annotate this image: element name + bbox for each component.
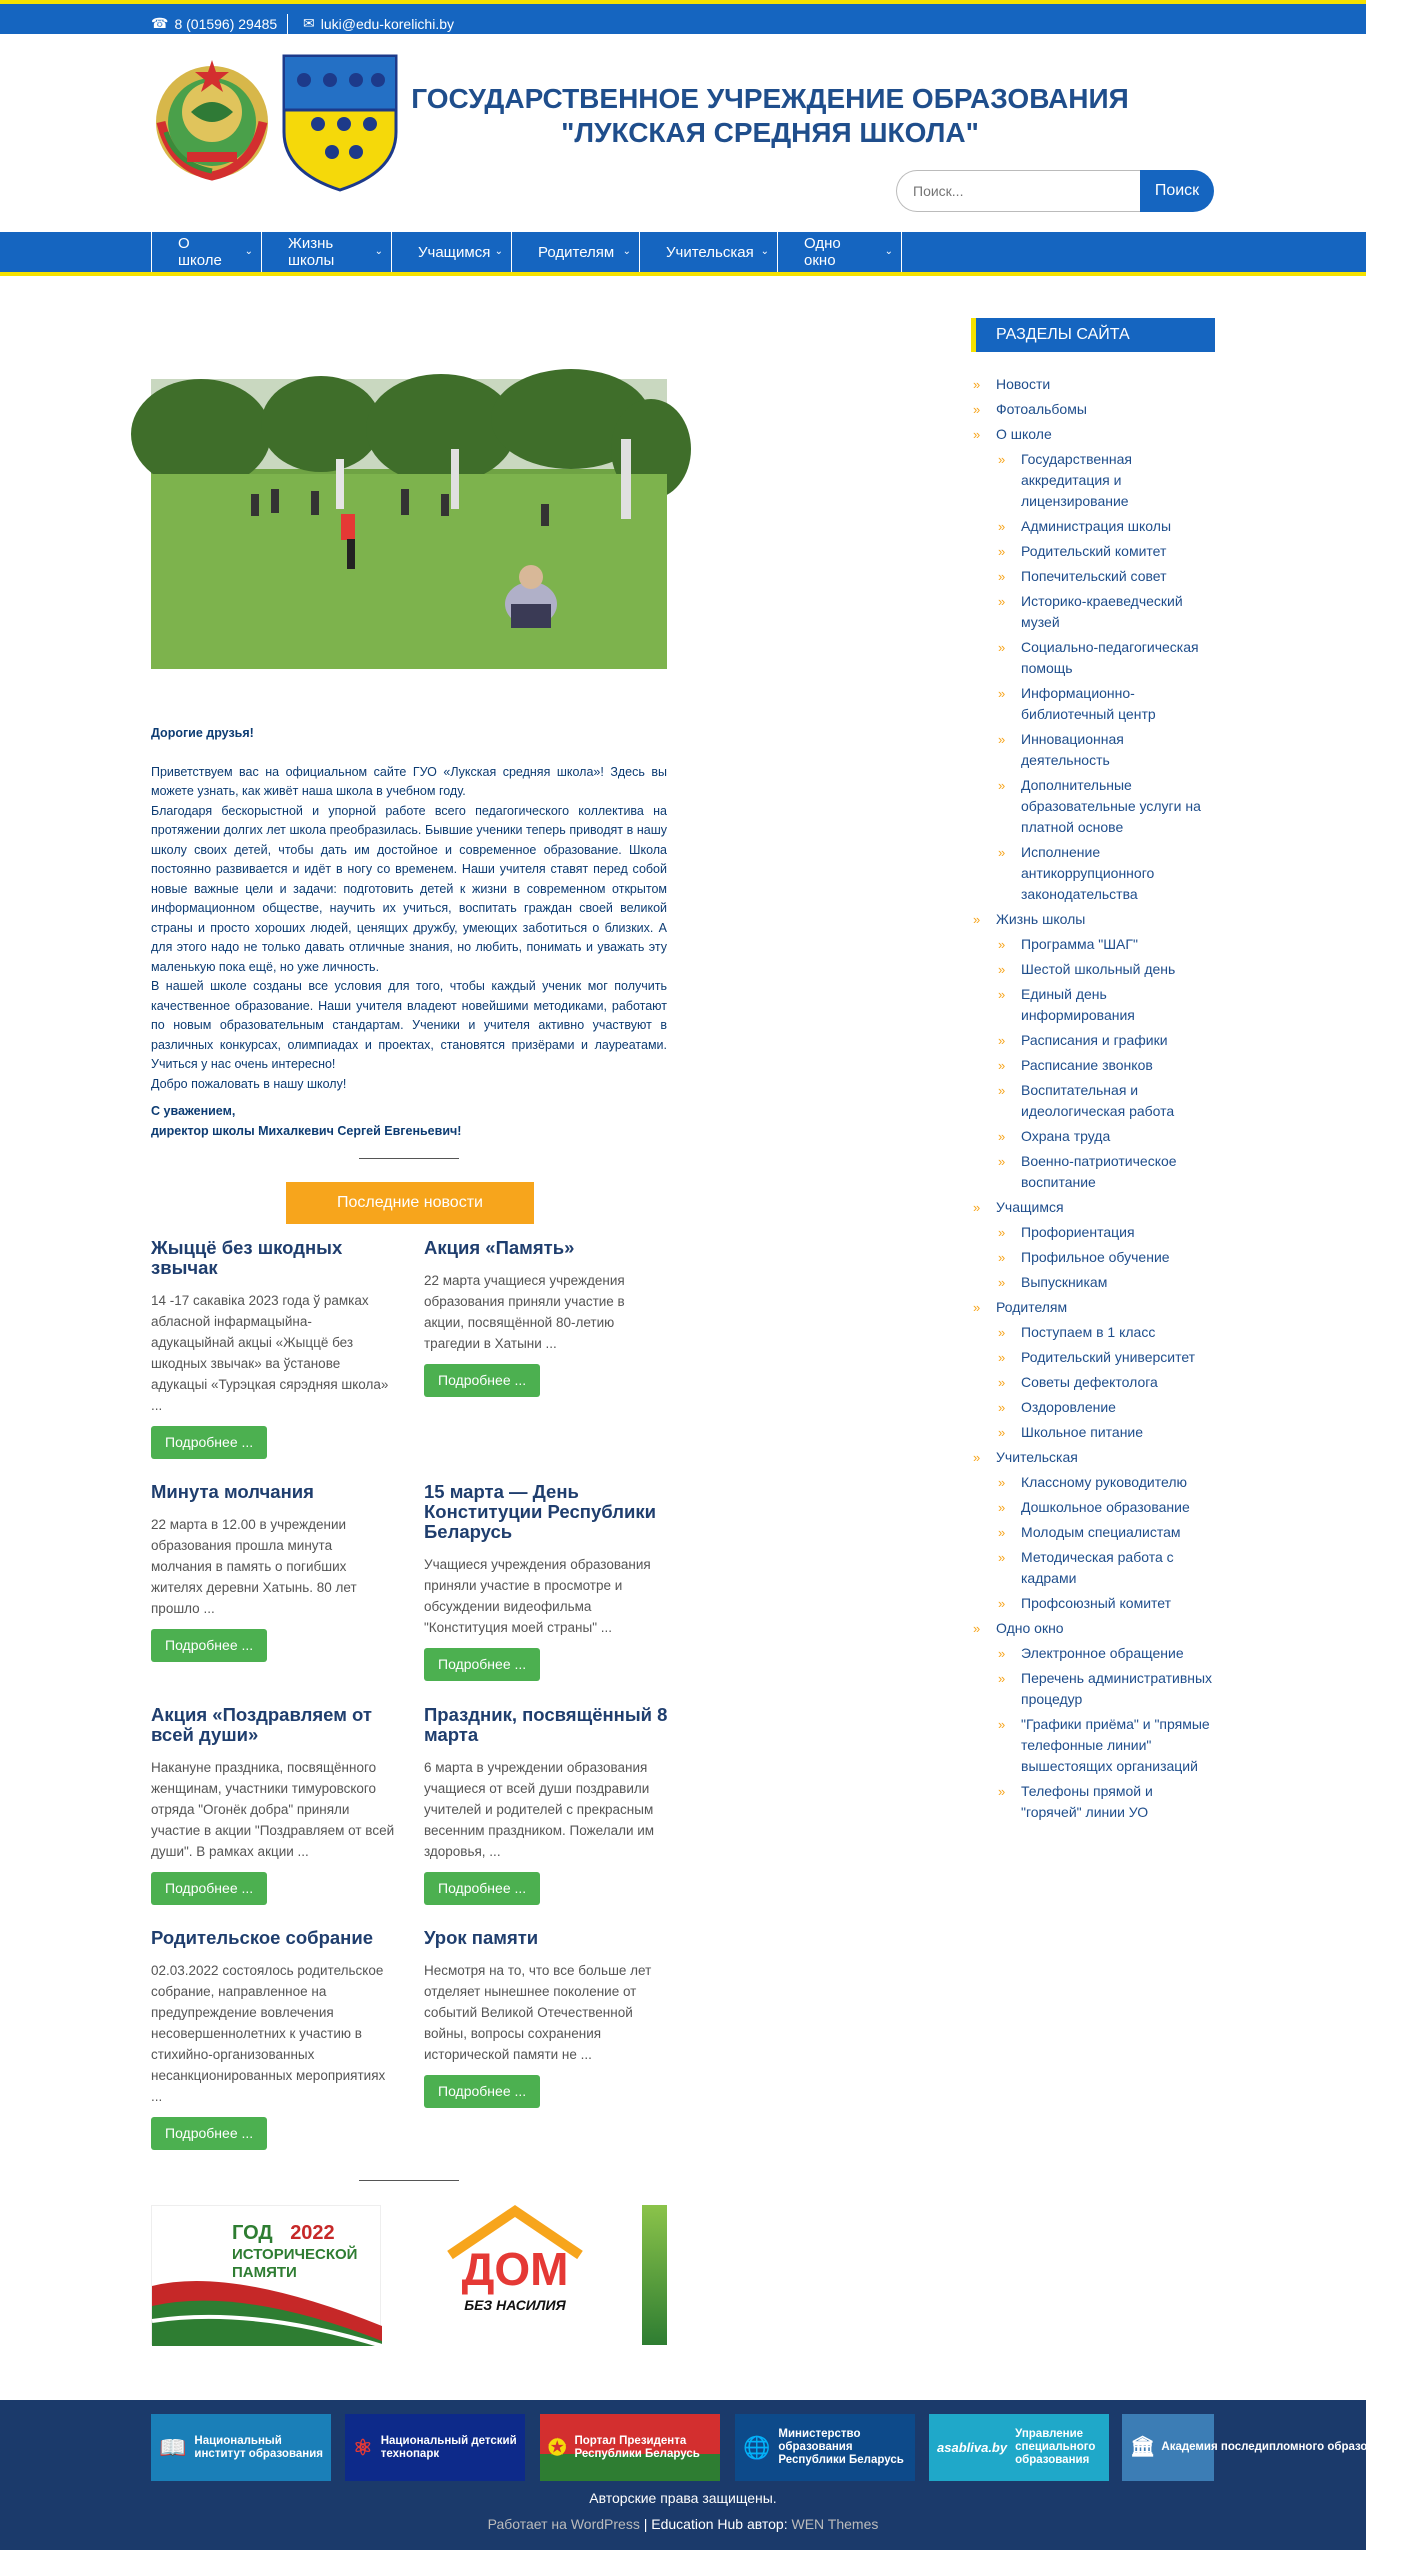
news-excerpt: 02.03.2022 состоялось родительское собрание, направленное на предупреждение вовлечения несовершеннолетних к участию в стихийно-организованных несанкционированных мероприятиях ...	[151, 1963, 386, 2104]
double-chevron-right-icon: »	[998, 732, 1006, 747]
sidebar-subitem[interactable]	[996, 1151, 1215, 1193]
nav-item-school-life[interactable]	[262, 232, 392, 272]
sidebar-subitem-label: Классному руководителю	[1021, 1474, 1187, 1490]
read-more-button[interactable]: Подробнее ...	[151, 1426, 267, 1459]
sidebar-subitem[interactable]	[996, 775, 1215, 838]
theme-author-link[interactable]: WEN Themes	[791, 2516, 879, 2532]
nav-label: О школе	[178, 235, 222, 269]
sidebar-submenu	[996, 1472, 1215, 1614]
double-chevron-right-icon: »	[998, 640, 1006, 655]
site-title-line1: ГОСУДАРСТВЕННОЕ УЧРЕЖДЕНИЕ ОБРАЗОВАНИЯ	[411, 83, 1129, 114]
footer-logo-label: Портал Президента Республики Беларусь	[574, 2434, 700, 2460]
topbar-divider	[287, 14, 288, 34]
search-button[interactable]: Поиск	[1140, 170, 1214, 212]
sidebar-submenu	[996, 1643, 1215, 1823]
top-bar	[0, 0, 1366, 34]
emblem-icon: ✪	[548, 2435, 567, 2460]
double-chevron-right-icon: »	[973, 377, 981, 392]
double-chevron-right-icon: »	[998, 778, 1006, 793]
banner-text-line3: ПАМЯТИ	[232, 2264, 297, 2281]
sidebar-subitem[interactable]	[996, 1714, 1215, 1777]
double-chevron-right-icon: »	[998, 1550, 1006, 1565]
sidebar-subitem[interactable]	[996, 984, 1215, 1026]
sidebar-subitem[interactable]	[996, 683, 1215, 725]
sidebar-item[interactable]	[971, 1297, 1215, 1443]
news-title[interactable]: Жыццё без шкодных звычак	[151, 1237, 343, 1278]
footer-logo-technopark[interactable]	[345, 2414, 525, 2481]
double-chevron-right-icon: »	[973, 1300, 981, 1315]
double-chevron-right-icon: »	[998, 594, 1006, 609]
welcome-text	[151, 724, 667, 1141]
sidebar-item-label: Учащимся	[996, 1199, 1064, 1215]
sidebar-subitem-label: Шестой школьный день	[1021, 961, 1176, 977]
sidebar-subitem[interactable]	[996, 1247, 1215, 1268]
news-excerpt: Несмотря на то, что все больше лет отделяет нынешнее поколение от событий Великой Отечественной войны, вопросы сохранения исторической памяти не ...	[424, 1963, 652, 2062]
sidebar-subitem-label: Расписания и графики	[1021, 1032, 1168, 1048]
banner-sub-text: БЕЗ НАСИЛИЯ	[464, 2297, 566, 2313]
news-item	[151, 1238, 395, 1459]
news-excerpt: Накануне праздника, посвящённого женщинам, участники тимуровского отряда "Огонёк добра" приняли участие в акции "Поздравляем от всей души". В рамках акции ...	[151, 1760, 395, 1859]
sidebar-submenu	[996, 1222, 1215, 1293]
news-excerpt: 22 марта в 12.00 в учреждении образования прошла минута молчания в память о погибших жителях деревни Хатынь. 80 лет прошло ...	[151, 1517, 357, 1616]
sidebar-subitem-label: Инновационная деятельность	[1021, 731, 1124, 768]
sidebar-subitem-label: Охрана труда	[1021, 1128, 1111, 1144]
double-chevron-right-icon: »	[998, 1225, 1006, 1240]
double-chevron-right-icon: »	[998, 937, 1006, 952]
footer-logo-label: Управление специального образования	[1015, 2428, 1096, 2466]
sidebar-subitem-label: Дошкольное образование	[1021, 1499, 1190, 1515]
sidebar-subitem[interactable]	[996, 1781, 1215, 1823]
signature-line-2: директор школы Михалкевич Сергей Евгеньевич!	[151, 1123, 462, 1138]
sidebar-subitem[interactable]	[996, 591, 1215, 633]
section-divider	[359, 2180, 459, 2181]
footer-logo-special-education[interactable]	[929, 2414, 1109, 2481]
read-more-button[interactable]: Подробнее ...	[424, 1364, 540, 1397]
footer-logo-academy[interactable]	[1122, 2414, 1402, 2481]
read-more-button[interactable]: Подробнее ...	[151, 1872, 267, 1905]
banner-dom-word: ДОМ	[461, 2243, 569, 2295]
sidebar	[971, 318, 1215, 1823]
chevron-down-icon: ⌄	[374, 246, 383, 257]
sidebar-item[interactable]	[971, 399, 1215, 420]
sidebar-subitem[interactable]	[996, 1055, 1215, 1076]
sidebar-item-label: Фотоальбомы	[996, 401, 1087, 417]
globe-icon: 🌐	[743, 2435, 771, 2460]
double-chevron-right-icon: »	[998, 569, 1006, 584]
chevron-down-icon: ⌄	[884, 246, 893, 257]
double-chevron-right-icon: »	[998, 1375, 1006, 1390]
double-chevron-right-icon: »	[998, 1275, 1006, 1290]
sidebar-subitem-label: Информационно-библиотечный центр	[1021, 685, 1156, 722]
news-excerpt: 6 марта в учреждении образования учащиеся от всей души поздравили учителей и родителей с прекрасным весенним праздником. Пожелали им здоровья, ...	[424, 1760, 655, 1859]
banner-text-line2: ИСТОРИЧЕСКОЙ	[232, 2246, 358, 2263]
sidebar-subitem[interactable]	[996, 449, 1215, 512]
double-chevron-right-icon: »	[998, 1717, 1006, 1732]
double-chevron-right-icon: »	[973, 1621, 981, 1636]
chevron-down-icon: ⌄	[622, 246, 631, 257]
sidebar-item[interactable]	[971, 909, 1215, 1193]
double-chevron-right-icon: »	[998, 1646, 1006, 1661]
chevron-down-icon: ⌄	[244, 246, 253, 257]
double-chevron-right-icon: »	[998, 1475, 1006, 1490]
sidebar-widget-title: РАЗДЕЛЫ САЙТА	[971, 318, 1215, 352]
sidebar-submenu	[996, 449, 1215, 905]
nav-label: Учащимся	[418, 243, 491, 261]
powered-by	[0, 2516, 1366, 2532]
nav-menu	[151, 232, 902, 272]
year-of-historical-memory-banner[interactable]	[151, 2205, 381, 2345]
sidebar-subitem[interactable]	[996, 1347, 1215, 1368]
sidebar-subitem-label: Поступаем в 1 класс	[1021, 1324, 1156, 1340]
news-item	[424, 1238, 668, 1397]
book-icon: 📖	[159, 2435, 187, 2460]
sidebar-subitem-label: Историко-краеведческий музей	[1021, 593, 1183, 630]
double-chevron-right-icon: »	[973, 1450, 981, 1465]
search-input[interactable]	[896, 170, 1140, 212]
news-title[interactable]: Урок памяти	[424, 1927, 539, 1948]
sidebar-subitem[interactable]	[996, 934, 1215, 955]
footer-logo-short: asabliva.by	[937, 2440, 1008, 2455]
double-chevron-right-icon: »	[973, 402, 981, 417]
latest-news-heading[interactable]: Последние новости	[286, 1182, 534, 1224]
envelope-icon: ✉	[303, 15, 315, 31]
double-chevron-right-icon: »	[973, 912, 981, 927]
sidebar-subitem-label: Военно-патриотическое воспитание	[1021, 1153, 1177, 1190]
signature-line-1: С уважением,	[151, 1104, 236, 1118]
sidebar-subitem[interactable]	[996, 1593, 1215, 1614]
nav-item-teachers[interactable]	[640, 232, 778, 272]
double-chevron-right-icon: »	[998, 1596, 1006, 1611]
sidebar-subitem[interactable]	[996, 1668, 1215, 1710]
sidebar-subitem[interactable]	[996, 1397, 1215, 1418]
double-chevron-right-icon: »	[998, 686, 1006, 701]
news-item	[151, 1482, 395, 1662]
sidebar-item-label: Учительская	[996, 1449, 1078, 1465]
double-chevron-right-icon: »	[998, 1083, 1006, 1098]
news-item	[424, 1482, 668, 1681]
sidebar-item[interactable]	[971, 1447, 1215, 1614]
double-chevron-right-icon: »	[998, 987, 1006, 1002]
phone-icon: ☎	[151, 15, 169, 31]
footer-logo-president-portal[interactable]	[540, 2414, 720, 2481]
sidebar-subitem-label: Школьное питание	[1021, 1424, 1144, 1440]
sidebar-subitem-label: Исполнение антикоррупционного законодательства	[1021, 844, 1155, 902]
sidebar-item-label: Новости	[996, 376, 1051, 392]
welcome-paragraph-2: Благодаря бескорыстной и упорной работе всего педагогического коллектива на протяжении долгих лет школа преобразилась. Бывшие ученики теперь приводят в нашу школу своих детей, чтобы дать им достойное и современное образование. Школа постоянно развивается и идёт в ногу со временем. Наши учителя ставят перед собой новые важные цели и задачи: подготовить детей к жизни в современном открытом информационном обществе, научить их учиться, воспитать граждан своей великой страны и просто хороших людей, ценящих дружбу, умеющих заботиться о близких. А для этого надо не только давать отличные знания, но любить, понимать и уважать эту маленькую пока ещё, но уже личность.	[151, 803, 667, 974]
sidebar-submenu	[996, 934, 1215, 1193]
sidebar-subitem-label: Методическая работа с кадрами	[1021, 1549, 1174, 1586]
banner-year-label: ГОД 2022	[232, 2222, 335, 2244]
news-item	[151, 1705, 395, 1905]
email-text: luki@edu-korelichi.by	[320, 15, 455, 32]
sidebar-item[interactable]	[971, 374, 1215, 395]
sidebar-subitem-label: Попечительский совет	[1021, 568, 1167, 584]
sidebar-subitem[interactable]	[996, 842, 1215, 905]
nav-label: Жизнь школы	[288, 235, 335, 269]
sidebar-subitem[interactable]	[996, 1472, 1215, 1493]
sidebar-subitem[interactable]	[996, 729, 1215, 771]
double-chevron-right-icon: »	[998, 845, 1006, 860]
read-more-button[interactable]: Подробнее ...	[424, 2075, 540, 2108]
footer-logo-nio[interactable]	[151, 2414, 331, 2481]
double-chevron-right-icon: »	[998, 1325, 1006, 1340]
footer-logo-label: Национальный институт образования	[194, 2434, 323, 2460]
news-excerpt: Учащиеся учреждения образования приняли участие в просмотре и обсуждении видеофильма "Конституция моей страны" ...	[424, 1557, 651, 1635]
sidebar-subitem-label: Профсоюзный комитет	[1021, 1595, 1172, 1611]
sidebar-item-label: Одно окно	[996, 1620, 1064, 1636]
sidebar-item-label: Жизнь школы	[996, 911, 1086, 927]
news-title[interactable]: Праздник, посвящённый 8 марта	[424, 1704, 668, 1745]
double-chevron-right-icon: »	[998, 1425, 1006, 1440]
greeting: Дорогие друзья!	[151, 726, 254, 740]
sidebar-item[interactable]	[971, 424, 1215, 905]
sidebar-subitem[interactable]	[996, 1547, 1215, 1589]
sidebar-subitem-label: Советы дефектолога	[1021, 1374, 1158, 1390]
sidebar-item-label: О школе	[996, 426, 1052, 442]
phone-text: 8 (01596) 29485	[174, 15, 278, 32]
home-without-violence-banner[interactable]	[430, 2205, 600, 2345]
sidebar-subitem-label: Родительский комитет	[1021, 543, 1167, 559]
sidebar-subitem-label: Оздоровление	[1021, 1399, 1116, 1415]
phone-contact[interactable]	[151, 15, 277, 32]
sidebar-subitem-label: Дополнительные образовательные услуги на платной основе	[1021, 777, 1201, 835]
double-chevron-right-icon: »	[998, 544, 1006, 559]
double-chevron-right-icon: »	[973, 1200, 981, 1215]
chevron-down-icon: ⌄	[760, 246, 769, 257]
news-title[interactable]: 15 марта — День Конституции Республики Беларусь	[424, 1481, 656, 1542]
news-title[interactable]: Родительское собрание	[151, 1927, 373, 1948]
welcome-paragraph-3: В нашей школе созданы все условия для того, чтобы каждый ученик мог получить качественное образование. Наши учителя владеют новейшими методиками, работают по новым образовательным стандартам. Ученики и учителя активно участвуют в различных конкурсах, олимпиадах и проектах, становятся призёрами и лауреатами. Учиться у нас очень интересно!	[151, 979, 667, 1071]
school-photo	[151, 379, 667, 669]
double-chevron-right-icon: »	[998, 1129, 1006, 1144]
sidebar-item-label: Родителям	[996, 1299, 1068, 1315]
nav-label: Учительская	[666, 243, 754, 261]
sidebar-subitem[interactable]	[996, 1422, 1215, 1443]
footer-logo-label: Министерство образования Республики Беларусь	[778, 2428, 904, 2466]
news-item	[424, 1928, 668, 2108]
sidebar-subitem-label: Выпускникам	[1021, 1274, 1108, 1290]
sidebar-subitem-label: Администрация школы	[1021, 518, 1172, 534]
double-chevron-right-icon: »	[998, 1058, 1006, 1073]
sidebar-item[interactable]	[971, 1618, 1215, 1823]
building-icon: 🏛	[1130, 2436, 1156, 2458]
sidebar-subitem-label: Профильное обучение	[1021, 1249, 1170, 1265]
read-more-button[interactable]: Подробнее ...	[424, 1872, 540, 1905]
site-title[interactable]	[395, 82, 1145, 150]
theme-prefix: | Education Hub автор:	[643, 2516, 788, 2532]
site-title-line2: "ЛУКСКАЯ СРЕДНЯЯ ШКОЛА"	[561, 117, 979, 148]
sidebar-subitem-label: Программа "ШАГ"	[1021, 936, 1138, 952]
welcome-closing: Добро пожаловать в нашу школу!	[151, 1076, 347, 1091]
double-chevron-right-icon: »	[998, 452, 1006, 467]
double-chevron-right-icon: »	[998, 1500, 1006, 1515]
read-more-button[interactable]: Подробнее ...	[424, 1648, 540, 1681]
sidebar-subitem[interactable]	[996, 541, 1215, 562]
double-chevron-right-icon: »	[998, 1784, 1006, 1799]
read-more-button[interactable]: Подробнее ...	[151, 1629, 267, 1662]
sidebar-subitem[interactable]	[996, 1322, 1215, 1343]
section-divider	[359, 1158, 459, 1159]
atom-icon: ⚛	[353, 2435, 373, 2460]
sidebar-subitem-label: Родительский университет	[1021, 1349, 1196, 1365]
sidebar-subitem-label: Телефоны прямой и "горячей" линии УО	[1021, 1783, 1153, 1820]
sidebar-subitem[interactable]	[996, 1126, 1215, 1147]
chevron-down-icon: ⌄	[494, 246, 503, 257]
double-chevron-right-icon: »	[998, 962, 1006, 977]
nav-label: Одно окно	[804, 235, 841, 269]
sidebar-subitem-label: Воспитательная и идеологическая работа	[1021, 1082, 1175, 1119]
sidebar-subitem-label: Перечень административных процедур	[1021, 1670, 1213, 1707]
sidebar-subitem-label: Электронное обращение	[1021, 1645, 1184, 1661]
double-chevron-right-icon: »	[998, 1400, 1006, 1415]
sidebar-subitem[interactable]	[996, 566, 1215, 587]
sidebar-subitem[interactable]	[996, 1222, 1215, 1243]
search-form	[896, 170, 1214, 212]
news-item	[424, 1705, 668, 1905]
news-title[interactable]: Акция «Поздравляем от всей души»	[151, 1704, 372, 1745]
news-title[interactable]: Акция «Память»	[424, 1237, 575, 1258]
double-chevron-right-icon: »	[998, 1033, 1006, 1048]
welcome-section	[151, 724, 667, 1141]
sidebar-subitem[interactable]	[996, 637, 1215, 679]
copyright-text: Авторские права защищены.	[589, 2490, 777, 2506]
sidebar-subitem-label: "Графики приёма" и "прямые телефонные линии" вышестоящих организаций	[1021, 1716, 1210, 1774]
main-navigation	[0, 232, 1366, 276]
sidebar-submenu	[996, 1322, 1215, 1443]
sidebar-subitem[interactable]	[996, 1372, 1215, 1393]
nav-label: Родителям	[538, 243, 615, 261]
sidebar-subitem[interactable]	[996, 516, 1215, 537]
sidebar-subitem[interactable]	[996, 1522, 1215, 1543]
news-title[interactable]: Минута молчания	[151, 1481, 314, 1502]
sidebar-subitem[interactable]	[996, 1497, 1215, 1518]
sidebar-subitem-label: Единый день информирования	[1021, 986, 1135, 1023]
footer-logo-label: Национальный детский технопарк	[380, 2434, 517, 2460]
read-more-button[interactable]: Подробнее ...	[151, 2117, 267, 2150]
state-emblem-logo[interactable]	[151, 52, 273, 182]
sidebar-subitem-label: Молодым специалистам	[1021, 1524, 1181, 1540]
sidebar-subitem-label: Государственная аккредитация и лицензирование	[1021, 451, 1133, 509]
double-chevron-right-icon: »	[973, 427, 981, 442]
news-item	[151, 1928, 395, 2150]
news-excerpt: 22 марта учащиеся учреждения образования приняли участие в акции, посвящённой 80-летию трагедии в Хатыни ...	[424, 1273, 625, 1351]
sidebar-subitem[interactable]	[996, 1643, 1215, 1664]
wordpress-link[interactable]: Работает на WordPress	[487, 2516, 640, 2532]
carousel-partial-banner[interactable]	[642, 2205, 667, 2345]
sidebar-subitem[interactable]	[996, 1080, 1215, 1122]
district-coat-of-arms-logo[interactable]	[282, 54, 398, 192]
news-excerpt: 14 -17 сакавіка 2023 года ў рамках абласной інфармацыйна-адукацыйнай акцыі «Жыццё без шкодных звычак» ва ўстанове адукацыі «Турэцкая сярэдняя школа» ...	[151, 1293, 389, 1413]
sidebar-menu	[971, 374, 1215, 1823]
sidebar-item[interactable]	[971, 1197, 1215, 1293]
sidebar-subitem-label: Расписание звонков	[1021, 1057, 1153, 1073]
double-chevron-right-icon: »	[998, 1671, 1006, 1686]
sidebar-subitem[interactable]	[996, 1030, 1215, 1051]
sidebar-subitem-label: Профориентация	[1021, 1224, 1135, 1240]
double-chevron-right-icon: »	[998, 1525, 1006, 1540]
double-chevron-right-icon: »	[998, 1250, 1006, 1265]
double-chevron-right-icon: »	[998, 519, 1006, 534]
sidebar-subitem[interactable]	[996, 1272, 1215, 1293]
double-chevron-right-icon: »	[998, 1154, 1006, 1169]
welcome-paragraph-1: Приветствуем вас на официальном сайте ГУО «Лукская средняя школа»! Здесь вы можете узнать, как живёт наша школа в учебном году.	[151, 764, 667, 798]
sidebar-subitem-label: Социально-педагогическая помощь	[1021, 639, 1199, 676]
email-contact[interactable]	[303, 15, 454, 32]
sidebar-subitem[interactable]	[996, 959, 1215, 980]
nav-item-parents[interactable]	[512, 232, 640, 272]
double-chevron-right-icon: »	[998, 1350, 1006, 1365]
nav-item-one-window[interactable]	[778, 232, 902, 272]
footer-logo-ministry[interactable]	[735, 2414, 915, 2481]
nav-item-students[interactable]	[392, 232, 512, 272]
footer-logo-label: Академия последипломного образования	[1161, 2441, 1402, 2453]
nav-item-about-school[interactable]	[152, 232, 262, 272]
